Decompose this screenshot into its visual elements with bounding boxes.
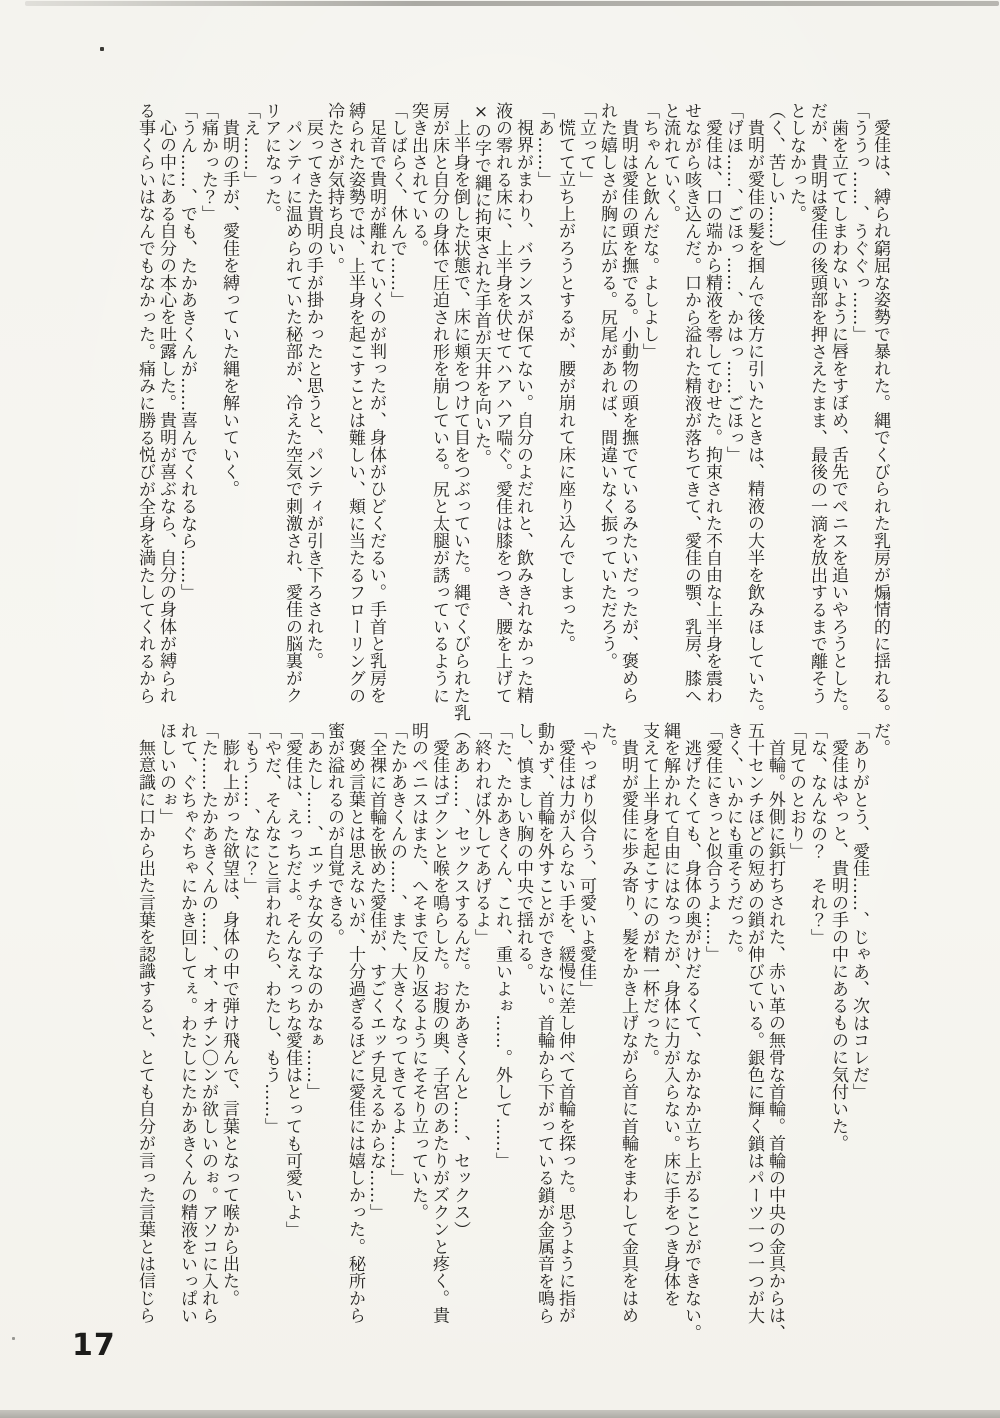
text-line: 縛られた姿勢では、上半身を起こすことは難しい、頬に当たるフローリングの — [345, 102, 365, 704]
text-line: れて、ぐちゃぐちゃにかき回してぇ。わたしにたかあきくんの精液をいっぱい — [177, 722, 197, 1324]
text-line: 房が床と自分の身体で圧迫され形を崩している。尻と太腿が誘っているように — [429, 102, 449, 704]
text-line: 歯を立ててしまわないように唇をすぼめ、舌先でペニスを追いやろうとした。 — [828, 119, 848, 721]
text-line: 「全裸に首輪を嵌めた愛佳が、すごくエッチ見えるからな……」 — [366, 722, 386, 1221]
text-line: 「た、たかあきくん、これ、重いよぉ……。外して……」 — [492, 722, 512, 1170]
text-line: 褒め言葉とは思えないが、十分過ぎるほどに愛佳には嬉しかった。秘所から — [345, 739, 365, 1324]
text-line: 無意識に口から出た言葉を認識すると、とても自分が言った言葉とは信じら — [135, 739, 155, 1324]
text-line: としなかった。 — [786, 102, 806, 223]
text-line: 「立って」 — [576, 102, 596, 188]
text-line: 冷たさが気持ち良い。 — [324, 102, 344, 274]
text-line: （く、苦しい……） — [765, 102, 785, 257]
text-line: 貴明の手が、愛佳を縛っていた縄を解いていく。 — [219, 119, 239, 498]
text-line: 「ありがとう、愛佳……、じゃあ、次はコレだ」 — [849, 722, 869, 1101]
text-line: きく、いかにも重そうだった。 — [723, 722, 743, 963]
text-line: せながら咳き込んだ。口から溢れた精液が落ちてきて、愛佳の顎、乳房、膝へ — [681, 102, 701, 704]
text-line: 愛佳はゴクンと喉を鳴らした。お腹の奥、子宮のあたりがズクンと疼く。貴 — [429, 739, 449, 1324]
text-line: 首輪。外側に鋲打ちされた、赤い革の無骨な首輪。首輪の中央の金具からは、 — [765, 739, 785, 1341]
text-line: 「ううっ……、うぐぐっ……」 — [849, 102, 869, 343]
text-line: 「げほ……、ごほっ……、かはっ……ごほっ」 — [723, 102, 743, 464]
text-line: 「な、なんなの？ それ？」 — [807, 722, 827, 946]
text-line: （ああ……、セックスするんだ。たかあきくんと……、セックス） — [450, 722, 470, 1238]
scan-edge-bottom — [0, 1410, 1000, 1418]
text-line: 視界がまわり、バランスが保てない。自分のよだれと、飲みきれなかった精 — [513, 119, 533, 704]
text-line: 上半身を倒した状態で、床に頬をつけて目をつぶっていた。縄でくびられた乳 — [450, 119, 470, 721]
text-line: 「た……たかあきくんの……、オ、オチン〇ンが欲しいのぉ。アソコに入れら — [198, 722, 218, 1324]
text-line: と流れていく。 — [660, 102, 680, 223]
text-line: 支えて上半身を起こすにのが精一杯だった。 — [639, 722, 659, 1066]
text-line: 「見てのとおり」 — [786, 722, 806, 860]
text-line: 足音で貴明が離れていくのが判ったが、身体がひどくだるい。手首と乳房を — [366, 119, 386, 704]
text-line: 逃げたくても、身体の奥がけだるくて、なかなか立ち上がることができない。 — [681, 739, 701, 1341]
text-line: 「え……」 — [240, 102, 260, 188]
text-line: る事くらいはなんでもなかった。痛みに勝る悦びが全身を満たしてくれるから — [135, 102, 155, 704]
text-line: 愛佳は力が入らない手を、緩慢に差し伸べて首輪を探った。思うように指が — [555, 739, 575, 1324]
text-line: 動かず、首輪を外すことができない。首輪から下がっている鎖が金属音を鳴ら — [534, 722, 554, 1324]
text-line: 「しばらく、休んで……」 — [387, 102, 407, 309]
text-line: た。 — [597, 722, 617, 757]
text-line: 縄を解かれて自由にはなったが、身体に力が入らない。床に手をつき身体を — [660, 722, 680, 1307]
text-line: 貴明が愛佳の髪を掴んで後方に引いたときは、精液の大半を飲みほしていた。 — [744, 119, 764, 721]
text-line: 突き出されている。 — [408, 102, 428, 257]
text-line: 五十センチほどの短めの鎖が伸びている。銀色に輝く鎖はパーツ一つ一つが大 — [744, 722, 764, 1324]
text-block-top — [128, 102, 890, 721]
text-line: 「やっぱり似合う、可愛いよ愛佳」 — [576, 722, 596, 998]
scan-speck — [100, 47, 104, 51]
text-line: 心の中にある自分の本心を吐露した。貴明が喜ぶなら、自分の身体が縛られ — [156, 119, 176, 704]
text-line: 「もう……、なに？」 — [240, 722, 260, 894]
text-line: 蜜が溢れるのが自覚できる。 — [324, 722, 344, 946]
text-line: 液の零れる床に、上半身を伏せてハアハア喘ぐ。愛佳は膝をつき、腰を上げて — [492, 102, 512, 704]
scan-edge-top — [25, 1, 999, 6]
text-line: ×の字で縄に拘束された手首が天井を向いた。 — [471, 102, 491, 467]
text-line: し、慎ましい胸の中央で揺れる。 — [513, 722, 533, 980]
text-line: 「あ……」 — [534, 102, 554, 188]
text-line: 膨れ上がった欲望は、身体の中で弾け飛んで、言葉となって喉から出た。 — [219, 739, 239, 1307]
text-line: 「痛かった？」 — [198, 102, 218, 223]
text-line: 「たかあきくんの……、また、大きくなってきてるよ……」 — [387, 722, 407, 1187]
text-line: 「やだ、そんなこと言われたら、わたし、もう……」 — [261, 722, 281, 1135]
text-line: リアになった。 — [261, 102, 281, 223]
page-number: 17 — [72, 1328, 116, 1363]
text-line: 明のペニスはまた、へそまで反り返るようにそそり立っていた。 — [408, 722, 428, 1221]
text-line: パンティに温められていた秘部が、冷えた空気で刺激され、愛佳の脳裏がク — [282, 119, 302, 704]
text-line: だが、貴明は愛佳の後頭部を押さえたまま、最後の一滴を放出するまで離そう — [807, 102, 827, 704]
text-line: 愛佳は、口の端から精液を零してむせた。拘束された不自由な上半身を震わ — [702, 119, 722, 704]
text-line: 貴明が愛佳に歩み寄り、髪をかき上げながら首に首輪をまわして金具をはめ — [618, 739, 638, 1324]
text-line: 「愛佳は、えっちだよ。そんなえっちな愛佳はとっても可愛いよ」 — [282, 722, 302, 1238]
text-line: 「ちゃんと飲んだな。よしよし」 — [639, 102, 659, 360]
text-block-bottom — [128, 722, 890, 1354]
text-line: 「うん……、でも、たかあきくんが……喜んでくれるなら……」 — [177, 102, 197, 601]
text-line: 「あたし……、エッチな女の子なのかなぁ……」 — [303, 722, 323, 1101]
text-line: 貴明は愛佳の頭を撫でる。小動物の頭を撫でているみたいだったが、褒めら — [618, 119, 638, 704]
text-line: れた嬉しさが胸に広がる。尻尾があれば、間違いなく振っていただろう。 — [597, 102, 617, 670]
scan-speck — [12, 1337, 15, 1340]
text-line: 愛佳は、縛られ窮屈な姿勢で暴れた。縄でくびられた乳房が煽情的に揺れる。 — [870, 119, 890, 721]
text-line: 「終われば外してあげるよ」 — [471, 722, 491, 946]
text-line: 戻ってきた貴明の手が掛かったと思うと、パンティが引き下ろされた。 — [303, 119, 323, 670]
text-line: 愛佳はやっと、貴明の手の中にあるものに気付いた。 — [828, 739, 848, 1152]
text-line: 「愛佳にきっと似合うよ……」 — [702, 722, 722, 963]
text-line: ほしいのぉ」 — [156, 722, 176, 826]
text-line: 慌てて立ち上がろうとするが、腰が崩れて床に座り込んでしまった。 — [555, 119, 575, 653]
text-line: だ。 — [870, 722, 890, 757]
